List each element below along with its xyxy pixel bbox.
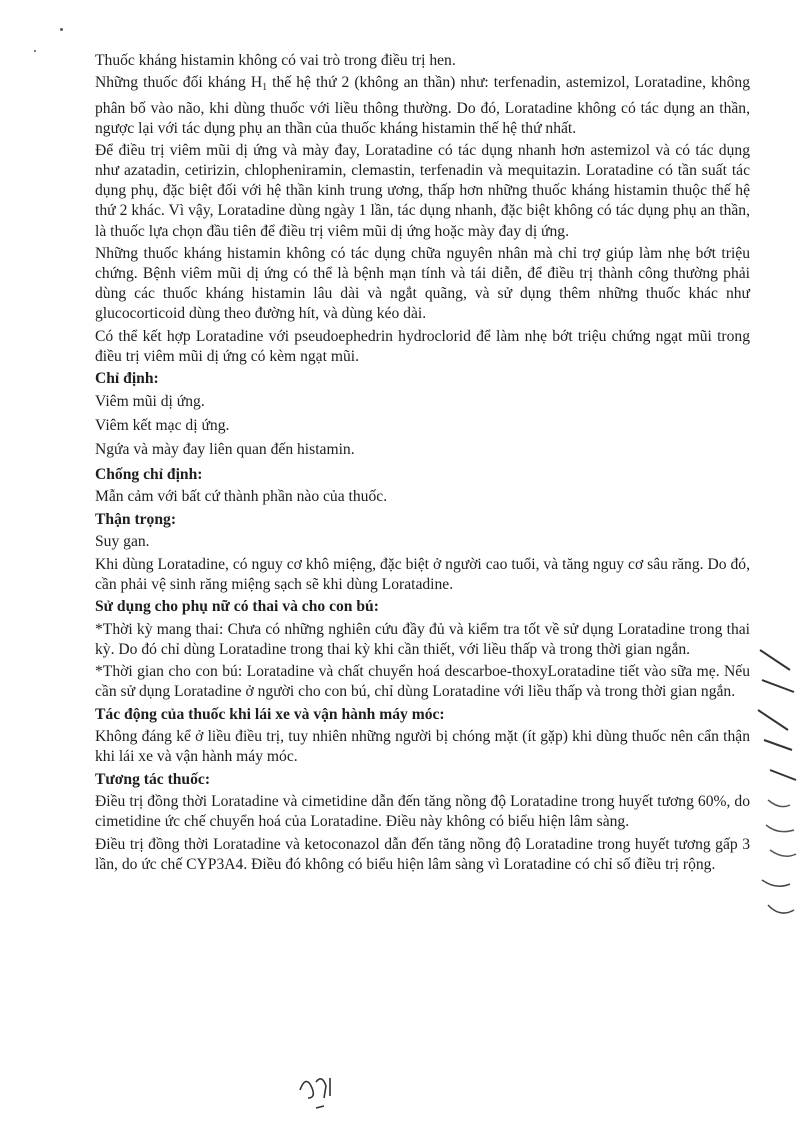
paragraph: *Thời kỳ mang thai: Chưa có những nghiên cứu đầy đủ và kiểm tra tốt về sử dụng Loratadine trong thai kỳ. Do đó chỉ dùng Loratadine trong thai kỳ khi cần thiết, với liều thấp và trong thời gian ngắn. <box>95 620 750 658</box>
paragraph: Những thuốc kháng histamin không có tác dụng chữa nguyên nhân mà chỉ trợ giúp làm nhẹ bớt triệu chứng. Bệnh viêm mũi dị ứng có thể là bệnh mạn tính và tái diễn, để điều trị thành công thường phải dùng các thuốc kháng histamin lâu dài và ngắt quãng, và sử dụng thêm những thuốc khác như glucocorticoid dùng theo đường hít, và dùng kéo dài. <box>95 245 750 323</box>
paragraph: Mẫn cảm với bất cứ thành phần nào của thuốc. <box>95 488 388 506</box>
section-heading-driving: Tác động của thuốc khi lái xe và vận hành máy móc: <box>95 705 445 723</box>
paragraph: Khi dùng Loratadine, có nguy cơ khô miệng, đặc biệt ở người cao tuổi, và tăng nguy cơ sâu răng. Do đó, cần phải vệ sinh răng miệng sạch sẽ khi dùng Loratadine. <box>95 555 750 593</box>
paragraph: Không đáng kể ở liều điều trị, tuy nhiên những người bị chóng mặt (ít gặp) khi dùng thuốc nên cẩn thận khi lái xe và vận hành máy móc. <box>95 728 750 766</box>
handwritten-initials <box>296 1068 336 1124</box>
paragraph: Suy gan. <box>95 533 150 551</box>
paragraph: Để điều trị viêm mũi dị ứng và mày đay, Loratadine có tác dụng nhanh hơn astemizol và có tác dụng như azatadin, cetirizin, chlopheniramin, clemastin, terfenadin và mequitazin. Loratadine có tần suất tác dụng phụ, đặc biệt đối với hệ thần kinh trung ương, thấp hơn những thuốc kháng histamin thuộc thế hệ thứ 2 khác. Vì vậy, Loratadine dùng ngày 1 lần, tác dụng nhanh, đặc biệt không có tác dụng phụ an thần, là thuốc lựa chọn đầu tiên để điều trị viêm mũi dị ứng hoặc mày đay dị ứng. <box>95 142 750 240</box>
section-heading-interactions: Tương tác thuốc: <box>95 770 211 788</box>
section-heading-pregnancy: Sử dụng cho phụ nữ có thai và cho con bú: <box>95 598 379 616</box>
section-heading-precautions: Thận trọng: <box>95 510 177 528</box>
scan-speck <box>34 50 36 52</box>
list-item: Viêm kết mạc dị ứng. <box>95 417 230 435</box>
list-item: Ngứa và mày đay liên quan đến histamin. <box>95 441 355 459</box>
section-heading-indications: Chỉ định: <box>95 370 159 388</box>
section-heading-contraindications: Chống chỉ định: <box>95 465 203 483</box>
paragraph: Điều trị đồng thời Loratadine và cimetidine dẫn đến tăng nồng độ Loratadine trong huyết tương 60%, do cimetidine ức chế chuyển hoá của Loratadine. Điều này không có biểu hiện lâm sàng. <box>95 793 750 831</box>
paragraph: Thuốc kháng histamin không có vai trò trong điều trị hen. <box>95 52 456 69</box>
paragraph: Điều trị đồng thời Loratadine và ketoconazol dẫn đến tăng nồng độ Loratadine trong huyết tương gấp 3 lần, do ức chế CYP3A4. Điều đó không có biểu hiện lâm sàng vì Loratadine có chỉ số điều trị rộng. <box>95 835 750 874</box>
paragraph: Có thể kết hợp Loratadine với pseudoephedrin hydroclorid để làm nhẹ bớt triệu chứng ngạt mũi trong điều trị viêm mũi dị ứng có kèm ngạt mũi. <box>95 327 750 365</box>
paragraph: *Thời gian cho con bú: Loratadine và chất chuyển hoá descarboe-thoxyLoratadine tiết vào sữa mẹ. Nếu cần sử dụng Loratadine ở người cho con bú, chỉ dùng Loratadine với liều thấp và trong thời gian ngắn. <box>95 663 750 701</box>
partial-stamp-graphic <box>750 640 800 940</box>
scan-speck <box>60 28 63 31</box>
list-item: Viêm mũi dị ứng. <box>95 392 205 410</box>
document-body <box>95 51 750 878</box>
paragraph: Những thuốc đối kháng $H_1$ thế hệ thứ 2 (không an thần) như: terfenadin, astemizol, Loratadine, không phân bố vào não, khi dùng thuốc với liều thông thường. Do đó, Loratadine không có tác dụng an thần, ngược lại với tác dụng phụ an thần của thuốc kháng histamin thế hệ thứ nhất. <box>95 74 750 137</box>
